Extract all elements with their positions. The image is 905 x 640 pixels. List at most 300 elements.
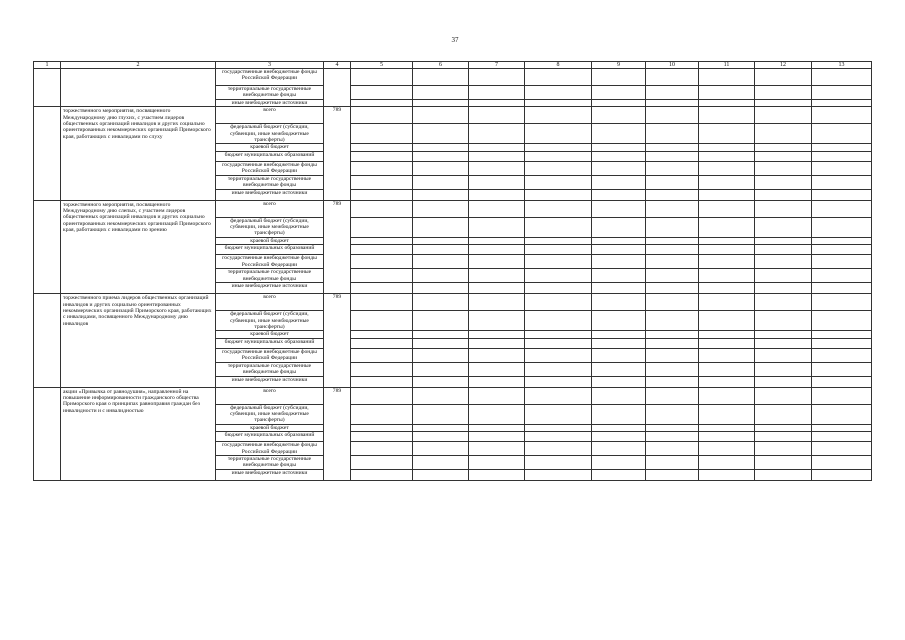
- value-cell-col-5: [351, 455, 413, 469]
- value-cell-col-11: [699, 442, 755, 456]
- value-cell-col-9: [592, 99, 646, 106]
- value-cell-col-5: [351, 387, 413, 404]
- funding-source-cell: территориальные государственные внебюджетные фонды: [216, 455, 324, 469]
- activity-description: торжественного мероприятия, посвященного Международному дню слепых, с участием лидеров общественных организаций инвалидов и других социально ориентированных некоммерческих организаций Приморского края, работающих с инвалидами по зрению: [61, 200, 216, 293]
- value-cell-col-10: [646, 424, 699, 431]
- value-cell-col-13: [812, 245, 872, 255]
- funding-source-cell: государственные внебюджетные фонды Российской Федерации: [216, 161, 324, 175]
- value-cell-col-11: [699, 455, 755, 469]
- value-cell-col-9: [592, 124, 646, 144]
- value-cell-col-10: [646, 387, 699, 404]
- funding-source-cell: территориальные государственные внебюджетные фонды: [216, 86, 324, 100]
- value-cell-col-9: [592, 144, 646, 151]
- column-number-10: 10: [646, 62, 699, 69]
- value-cell-col-12: [755, 86, 812, 100]
- value-cell-col-8: [525, 387, 592, 404]
- value-cell-col-7: [469, 455, 525, 469]
- value-cell-col-11: [699, 237, 755, 244]
- value-cell-col-12: [755, 348, 812, 362]
- value-cell-col-7: [469, 245, 525, 255]
- value-cell-col-5: [351, 237, 413, 244]
- funding-source-cell: федеральный бюджет (субсидии, субвенции, иные межбюджетные трансферты): [216, 217, 324, 237]
- value-cell-col-5: [351, 151, 413, 161]
- value-cell-col-12: [755, 455, 812, 469]
- funding-source-cell: государственные внебюджетные фонды Российской Федерации: [216, 69, 324, 86]
- value-cell-col-6: [413, 442, 469, 456]
- value-cell-col-5: [351, 86, 413, 100]
- table-row: [34, 69, 872, 86]
- code-cell: [324, 69, 351, 107]
- value-cell-col-11: [699, 331, 755, 338]
- value-cell-col-11: [699, 124, 755, 144]
- value-cell-col-10: [646, 151, 699, 161]
- value-cell-col-13: [812, 255, 872, 269]
- value-cell-col-5: [351, 311, 413, 331]
- value-cell-col-9: [592, 311, 646, 331]
- value-cell-col-7: [469, 294, 525, 311]
- value-cell-col-11: [699, 161, 755, 175]
- value-cell-col-5: [351, 99, 413, 106]
- value-cell-col-11: [699, 144, 755, 151]
- value-cell-col-6: [413, 124, 469, 144]
- value-cell-col-11: [699, 338, 755, 348]
- value-cell-col-10: [646, 311, 699, 331]
- value-cell-col-9: [592, 269, 646, 283]
- value-cell-col-6: [413, 161, 469, 175]
- value-cell-col-13: [812, 424, 872, 431]
- value-cell-col-6: [413, 200, 469, 217]
- column-number-5: 5: [351, 62, 413, 69]
- value-cell-col-11: [699, 424, 755, 431]
- value-cell-col-5: [351, 189, 413, 200]
- value-cell-col-10: [646, 283, 699, 294]
- value-cell-col-7: [469, 469, 525, 480]
- value-cell-col-9: [592, 161, 646, 175]
- value-cell-col-7: [469, 200, 525, 217]
- value-cell-col-12: [755, 175, 812, 189]
- value-cell-col-13: [812, 311, 872, 331]
- value-cell-col-8: [525, 86, 592, 100]
- value-cell-col-11: [699, 107, 755, 124]
- value-cell-col-8: [525, 331, 592, 338]
- value-cell-col-6: [413, 424, 469, 431]
- value-cell-col-7: [469, 161, 525, 175]
- value-cell-col-5: [351, 376, 413, 387]
- funding-source-cell: территориальные государственные внебюджетные фонды: [216, 362, 324, 376]
- code-cell: 789: [324, 107, 351, 200]
- value-cell-col-10: [646, 161, 699, 175]
- value-cell-col-13: [812, 86, 872, 100]
- value-cell-col-9: [592, 432, 646, 442]
- column-number-13: 13: [812, 62, 872, 69]
- value-cell-col-12: [755, 387, 812, 404]
- funding-source-cell: федеральный бюджет (субсидии, субвенции, иные межбюджетные трансферты): [216, 124, 324, 144]
- value-cell-col-13: [812, 69, 872, 86]
- value-cell-col-12: [755, 69, 812, 86]
- value-cell-col-9: [592, 189, 646, 200]
- value-cell-col-8: [525, 432, 592, 442]
- value-cell-col-6: [413, 107, 469, 124]
- value-cell-col-12: [755, 338, 812, 348]
- value-cell-col-9: [592, 200, 646, 217]
- value-cell-col-11: [699, 217, 755, 237]
- value-cell-col-11: [699, 69, 755, 86]
- value-cell-col-5: [351, 217, 413, 237]
- column-number-row: [34, 62, 872, 69]
- value-cell-col-7: [469, 432, 525, 442]
- value-cell-col-5: [351, 424, 413, 431]
- value-cell-col-8: [525, 348, 592, 362]
- value-cell-col-5: [351, 200, 413, 217]
- value-cell-col-8: [525, 217, 592, 237]
- value-cell-col-10: [646, 338, 699, 348]
- value-cell-col-6: [413, 469, 469, 480]
- funding-source-cell: всего: [216, 387, 324, 404]
- table-row: [34, 387, 872, 404]
- value-cell-col-8: [525, 151, 592, 161]
- value-cell-col-7: [469, 175, 525, 189]
- value-cell-col-13: [812, 269, 872, 283]
- value-cell-col-5: [351, 294, 413, 311]
- value-cell-col-13: [812, 175, 872, 189]
- value-cell-col-11: [699, 404, 755, 424]
- column-number-8: 8: [525, 62, 592, 69]
- value-cell-col-5: [351, 362, 413, 376]
- value-cell-col-13: [812, 151, 872, 161]
- funding-source-cell: иные внебюджетные источники: [216, 189, 324, 200]
- column-number-2: 2: [61, 62, 216, 69]
- value-cell-col-7: [469, 217, 525, 237]
- value-cell-col-11: [699, 151, 755, 161]
- value-cell-col-12: [755, 376, 812, 387]
- value-cell-col-7: [469, 189, 525, 200]
- value-cell-col-9: [592, 175, 646, 189]
- value-cell-col-12: [755, 442, 812, 456]
- value-cell-col-8: [525, 245, 592, 255]
- funding-source-cell: государственные внебюджетные фонды Российской Федерации: [216, 348, 324, 362]
- value-cell-col-10: [646, 362, 699, 376]
- value-cell-col-12: [755, 144, 812, 151]
- column-number-6: 6: [413, 62, 469, 69]
- value-cell-col-8: [525, 283, 592, 294]
- column-number-3: 3: [216, 62, 324, 69]
- funding-source-cell: краевой бюджет: [216, 237, 324, 244]
- value-cell-col-9: [592, 376, 646, 387]
- value-cell-col-7: [469, 99, 525, 106]
- value-cell-col-13: [812, 217, 872, 237]
- row-number-cell: [34, 387, 61, 480]
- value-cell-col-5: [351, 107, 413, 124]
- funding-source-cell: иные внебюджетные источники: [216, 283, 324, 294]
- value-cell-col-9: [592, 245, 646, 255]
- value-cell-col-11: [699, 200, 755, 217]
- value-cell-col-13: [812, 362, 872, 376]
- column-number-9: 9: [592, 62, 646, 69]
- value-cell-col-8: [525, 404, 592, 424]
- value-cell-col-9: [592, 86, 646, 100]
- value-cell-col-6: [413, 387, 469, 404]
- value-cell-col-12: [755, 107, 812, 124]
- value-cell-col-11: [699, 283, 755, 294]
- value-cell-col-13: [812, 161, 872, 175]
- value-cell-col-12: [755, 124, 812, 144]
- value-cell-col-10: [646, 237, 699, 244]
- value-cell-col-8: [525, 294, 592, 311]
- value-cell-col-6: [413, 294, 469, 311]
- value-cell-col-12: [755, 283, 812, 294]
- funding-source-cell: краевой бюджет: [216, 331, 324, 338]
- value-cell-col-9: [592, 348, 646, 362]
- value-cell-col-10: [646, 294, 699, 311]
- value-cell-col-6: [413, 144, 469, 151]
- value-cell-col-12: [755, 294, 812, 311]
- value-cell-col-9: [592, 469, 646, 480]
- value-cell-col-8: [525, 362, 592, 376]
- value-cell-col-9: [592, 387, 646, 404]
- funding-source-cell: бюджет муниципальных образований: [216, 151, 324, 161]
- value-cell-col-9: [592, 338, 646, 348]
- funding-source-cell: территориальные государственные внебюджетные фонды: [216, 175, 324, 189]
- value-cell-col-6: [413, 99, 469, 106]
- activity-description: акции «Привычка от равнодушия», направленной на повышение информированности гражданского общества Приморского края о принципах равноправия граждан без инвалидности и с инвалидностью: [61, 387, 216, 480]
- value-cell-col-5: [351, 404, 413, 424]
- row-number-cell: [34, 107, 61, 200]
- value-cell-col-10: [646, 376, 699, 387]
- value-cell-col-9: [592, 331, 646, 338]
- value-cell-col-12: [755, 255, 812, 269]
- value-cell-col-5: [351, 283, 413, 294]
- value-cell-col-13: [812, 376, 872, 387]
- value-cell-col-10: [646, 404, 699, 424]
- value-cell-col-8: [525, 237, 592, 244]
- funding-source-cell: бюджет муниципальных образований: [216, 245, 324, 255]
- value-cell-col-6: [413, 404, 469, 424]
- value-cell-col-8: [525, 69, 592, 86]
- value-cell-col-11: [699, 469, 755, 480]
- value-cell-col-10: [646, 86, 699, 100]
- value-cell-col-11: [699, 99, 755, 106]
- value-cell-col-12: [755, 469, 812, 480]
- value-cell-col-6: [413, 237, 469, 244]
- value-cell-col-10: [646, 269, 699, 283]
- value-cell-col-7: [469, 362, 525, 376]
- value-cell-col-10: [646, 69, 699, 86]
- value-cell-col-10: [646, 245, 699, 255]
- funding-source-cell: всего: [216, 294, 324, 311]
- value-cell-col-13: [812, 469, 872, 480]
- funding-source-cell: всего: [216, 107, 324, 124]
- value-cell-col-12: [755, 161, 812, 175]
- row-number-cell: [34, 69, 61, 107]
- value-cell-col-6: [413, 432, 469, 442]
- value-cell-col-5: [351, 161, 413, 175]
- value-cell-col-11: [699, 294, 755, 311]
- value-cell-col-13: [812, 189, 872, 200]
- value-cell-col-5: [351, 338, 413, 348]
- funding-source-cell: федеральный бюджет (субсидии, субвенции, иные межбюджетные трансферты): [216, 311, 324, 331]
- value-cell-col-12: [755, 331, 812, 338]
- value-cell-col-7: [469, 404, 525, 424]
- value-cell-col-6: [413, 151, 469, 161]
- value-cell-col-6: [413, 376, 469, 387]
- value-cell-col-7: [469, 151, 525, 161]
- value-cell-col-7: [469, 237, 525, 244]
- value-cell-col-6: [413, 255, 469, 269]
- value-cell-col-11: [699, 189, 755, 200]
- value-cell-col-5: [351, 432, 413, 442]
- value-cell-col-8: [525, 144, 592, 151]
- value-cell-col-8: [525, 311, 592, 331]
- value-cell-col-11: [699, 432, 755, 442]
- value-cell-col-8: [525, 161, 592, 175]
- value-cell-col-8: [525, 269, 592, 283]
- value-cell-col-8: [525, 124, 592, 144]
- value-cell-col-5: [351, 469, 413, 480]
- value-cell-col-9: [592, 362, 646, 376]
- value-cell-col-5: [351, 144, 413, 151]
- value-cell-col-6: [413, 362, 469, 376]
- funding-source-cell: государственные внебюджетные фонды Российской Федерации: [216, 442, 324, 456]
- funding-source-cell: бюджет муниципальных образований: [216, 338, 324, 348]
- value-cell-col-11: [699, 245, 755, 255]
- value-cell-col-9: [592, 237, 646, 244]
- value-cell-col-12: [755, 189, 812, 200]
- value-cell-col-10: [646, 107, 699, 124]
- value-cell-col-12: [755, 269, 812, 283]
- value-cell-col-9: [592, 424, 646, 431]
- value-cell-col-5: [351, 175, 413, 189]
- code-cell: 789: [324, 387, 351, 480]
- table-row: [34, 294, 872, 311]
- value-cell-col-11: [699, 269, 755, 283]
- value-cell-col-7: [469, 331, 525, 338]
- value-cell-col-9: [592, 294, 646, 311]
- value-cell-col-10: [646, 200, 699, 217]
- value-cell-col-9: [592, 151, 646, 161]
- value-cell-col-9: [592, 69, 646, 86]
- value-cell-col-9: [592, 107, 646, 124]
- value-cell-col-11: [699, 348, 755, 362]
- value-cell-col-5: [351, 255, 413, 269]
- funding-source-cell: федеральный бюджет (субсидии, субвенции, иные межбюджетные трансферты): [216, 404, 324, 424]
- value-cell-col-8: [525, 200, 592, 217]
- value-cell-col-13: [812, 294, 872, 311]
- funding-source-cell: краевой бюджет: [216, 424, 324, 431]
- value-cell-col-9: [592, 442, 646, 456]
- value-cell-col-13: [812, 124, 872, 144]
- value-cell-col-5: [351, 245, 413, 255]
- value-cell-col-12: [755, 432, 812, 442]
- value-cell-col-6: [413, 175, 469, 189]
- value-cell-col-12: [755, 311, 812, 331]
- funding-source-cell: бюджет муниципальных образований: [216, 432, 324, 442]
- value-cell-col-13: [812, 338, 872, 348]
- value-cell-col-12: [755, 200, 812, 217]
- value-cell-col-10: [646, 331, 699, 338]
- value-cell-col-12: [755, 217, 812, 237]
- value-cell-col-11: [699, 311, 755, 331]
- value-cell-col-12: [755, 99, 812, 106]
- value-cell-col-10: [646, 175, 699, 189]
- value-cell-col-10: [646, 144, 699, 151]
- value-cell-col-7: [469, 387, 525, 404]
- value-cell-col-12: [755, 151, 812, 161]
- value-cell-col-5: [351, 442, 413, 456]
- column-number-12: 12: [755, 62, 812, 69]
- value-cell-col-5: [351, 69, 413, 86]
- activity-description: торжественного приема лидеров общественных организаций инвалидов и других социально ориентированных некоммерческих организаций Приморского края, работающих с инвалидами, посвященного Международному дню инвалидов: [61, 294, 216, 387]
- value-cell-col-8: [525, 175, 592, 189]
- value-cell-col-6: [413, 269, 469, 283]
- funding-source-cell: иные внебюджетные источники: [216, 99, 324, 106]
- value-cell-col-10: [646, 348, 699, 362]
- funding-source-cell: иные внебюджетные источники: [216, 469, 324, 480]
- value-cell-col-13: [812, 442, 872, 456]
- value-cell-col-8: [525, 255, 592, 269]
- value-cell-col-5: [351, 124, 413, 144]
- value-cell-col-6: [413, 455, 469, 469]
- value-cell-col-6: [413, 331, 469, 338]
- value-cell-col-10: [646, 189, 699, 200]
- funding-source-cell: всего: [216, 200, 324, 217]
- value-cell-col-8: [525, 424, 592, 431]
- value-cell-col-10: [646, 469, 699, 480]
- value-cell-col-11: [699, 255, 755, 269]
- value-cell-col-9: [592, 217, 646, 237]
- value-cell-col-7: [469, 424, 525, 431]
- value-cell-col-8: [525, 376, 592, 387]
- value-cell-col-8: [525, 189, 592, 200]
- value-cell-col-6: [413, 311, 469, 331]
- value-cell-col-10: [646, 255, 699, 269]
- column-number-4: 4: [324, 62, 351, 69]
- value-cell-col-8: [525, 338, 592, 348]
- value-cell-col-9: [592, 404, 646, 424]
- value-cell-col-6: [413, 338, 469, 348]
- funding-source-cell: государственные внебюджетные фонды Российской Федерации: [216, 255, 324, 269]
- funding-source-cell: территориальные государственные внебюджетные фонды: [216, 269, 324, 283]
- value-cell-col-8: [525, 442, 592, 456]
- column-number-1: 1: [34, 62, 61, 69]
- value-cell-col-10: [646, 442, 699, 456]
- value-cell-col-7: [469, 144, 525, 151]
- value-cell-col-12: [755, 362, 812, 376]
- value-cell-col-13: [812, 200, 872, 217]
- value-cell-col-7: [469, 86, 525, 100]
- value-cell-col-13: [812, 237, 872, 244]
- value-cell-col-7: [469, 376, 525, 387]
- value-cell-col-11: [699, 387, 755, 404]
- value-cell-col-7: [469, 442, 525, 456]
- value-cell-col-9: [592, 283, 646, 294]
- value-cell-col-5: [351, 348, 413, 362]
- value-cell-col-13: [812, 432, 872, 442]
- value-cell-col-9: [592, 455, 646, 469]
- value-cell-col-13: [812, 331, 872, 338]
- value-cell-col-12: [755, 404, 812, 424]
- value-cell-col-8: [525, 99, 592, 106]
- value-cell-col-7: [469, 269, 525, 283]
- table-row: [34, 200, 872, 217]
- budget-table: [33, 61, 872, 481]
- column-number-11: 11: [699, 62, 755, 69]
- column-number-7: 7: [469, 62, 525, 69]
- value-cell-col-9: [592, 255, 646, 269]
- value-cell-col-7: [469, 107, 525, 124]
- value-cell-col-10: [646, 217, 699, 237]
- value-cell-col-11: [699, 362, 755, 376]
- value-cell-col-13: [812, 404, 872, 424]
